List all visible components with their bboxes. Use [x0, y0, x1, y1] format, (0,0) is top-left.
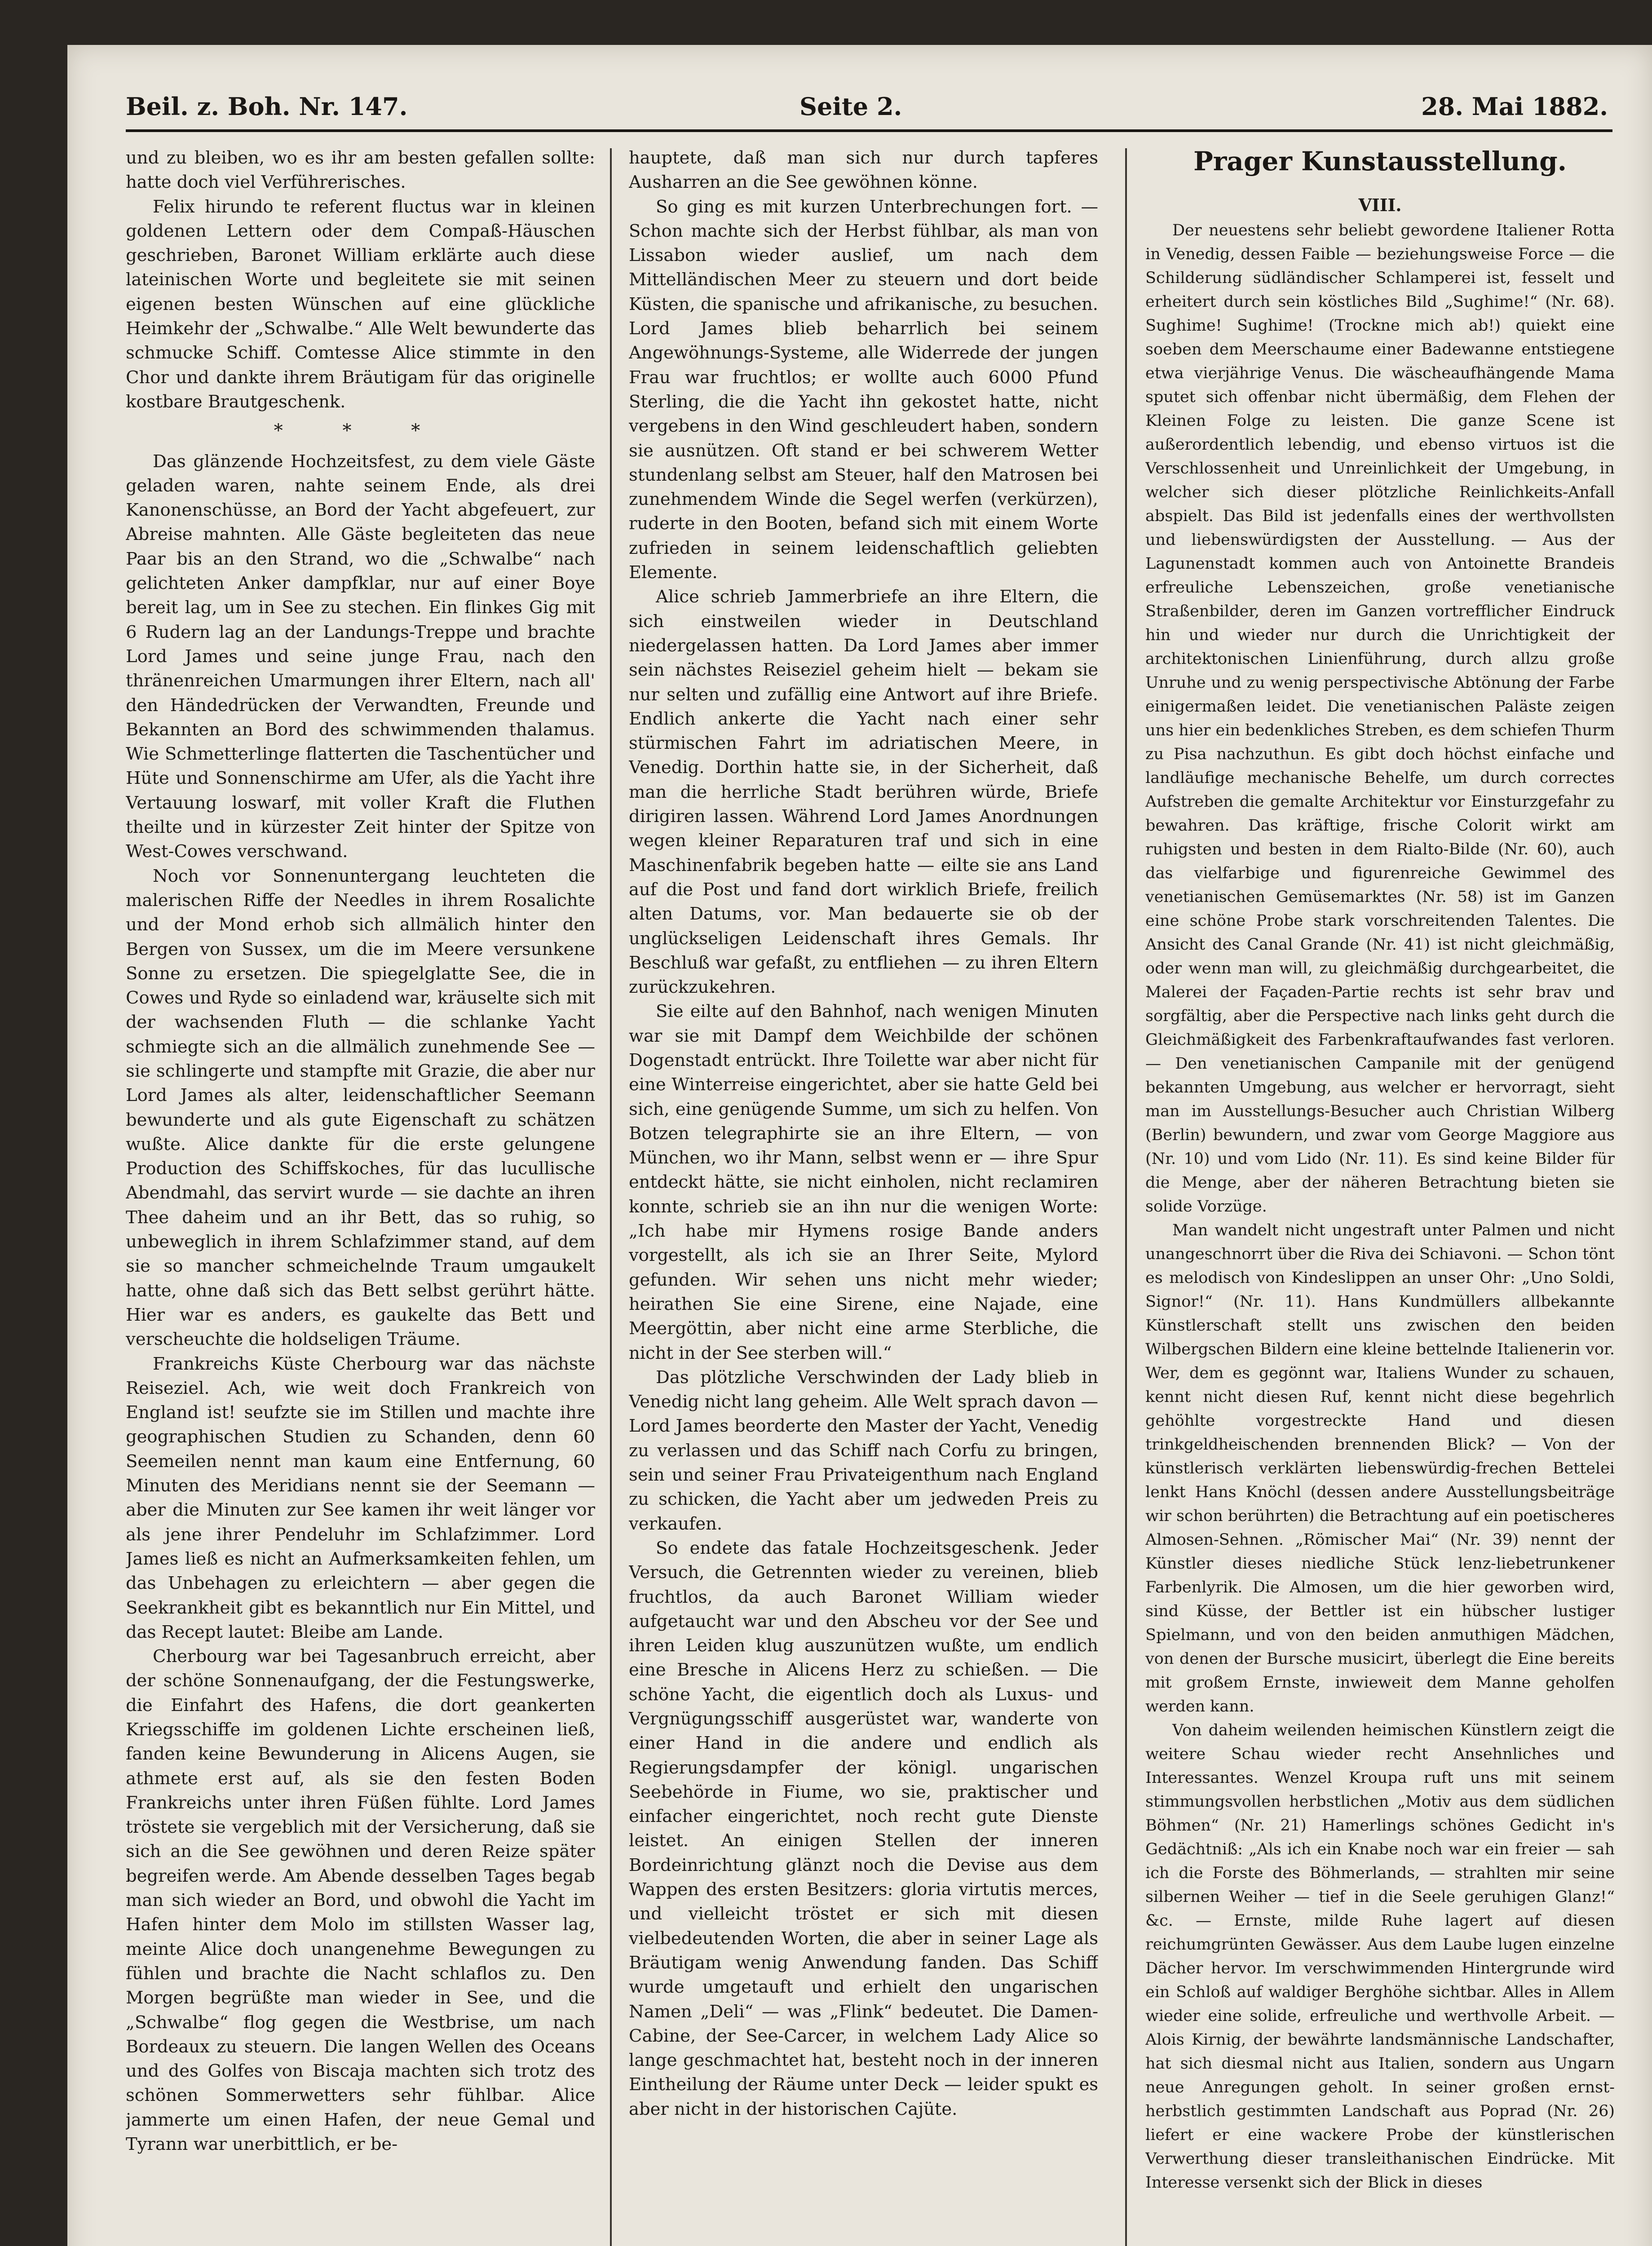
newspaper-page: [67, 45, 1652, 2246]
column-3: [1145, 193, 1615, 2246]
paragraph: Man wandelt nicht ungestraft unter Palmen und nicht unangeschnorrt über die Riva dei Schiavoni. — Schon tönt es melodisch von Kindeslippen an unser Ohr: „Uno Soldi, Signor!“ (Nr. 11). Hans Kundmüllers allbekannte Künstlerschaft stellt uns zwischen den beiden Wilbergschen Bildern eine kleine bettelnde Italienerin vor. Wer, dem es gegönnt war, Italiens Wunder zu schauen, kennt nicht diesen Ruf, kennt nicht diese begehrlich gehöhlte vorgestreckte Hand und diesen trinkgeldheischenden brennenden Blick? — Von der künstlerisch verklärten liebenswürdig-frechen Bettelei lenkt Hans Knöchl (dessen andere Ausstellungsbeiträge wir schon berührten) die Betrachtung auf ein poetischeres Almosen-Sehnen. „Römischer Mai“ (Nr. 39) nennt der Künstler dieses niedliche Stück lenz-liebetrunkener Farbenlyrik. Die Almosen, um die hier geworben wird, sind Küsse, der Bettler ist ein hübscher lustiger Spielmann, und von den beiden anmuthigen Mädchen, von denen der Bursche musicirt, überlegt die Eine bereits mit großem Ernste, inwieweit dem Manne geholfen werden kann.: [1145, 1221, 1615, 1715]
header-rule: [126, 129, 1612, 132]
page-header: [126, 92, 1608, 141]
paragraph: Der neuestens sehr beliebt gewordene Italiener Rotta in Venedig, dessen Faible — beziehungsweise Force — die Schilderung südländischer Schlamperei ist, fesselt und erheitert durch sein köstliches Bild „Sughime!“ (Nr. 68). Sughime! Sughime! (Trockne mich ab!) quiekt eine soeben dem Meerschaume einer Badewanne entstiegene etwa vierjährige Venus. Die wäscheaufhängende Mama sputet sich offenbar nicht übermäßig, dem Flehen der Kleinen Folge zu leisten. Die ganze Scene ist außerordentlich lebendig, und ebenso virtuos ist die Verschlossenheit und Unreinlichkeit der Umgebung, in welcher sich dieser plötzliche Reinlichkeits-Anfall abspielt. Das Bild ist jedenfalls eines der werthvollsten und liebenswürdigsten der Ausstellung. — Aus der Lagunenstadt kommen auch von Antoinette Brandeis erfreuliche Lebenszeichen, große venetianische Straßenbilder, deren im Ganzen vortrefflicher Eindruck hin und wieder nur durch die Unrichtigkeit der architektonischen Linienführung, durch allzu große Unruhe und zu wenig perspectivische Abtönung der Farbe einigermaßen leidet. Die venetianischen Paläste zeigen uns hier ein bedenkliches Streben, es dem schiefen Thurm zu Pisa nachzuthun. Es gibt doch höchst einfache und landläufige mechanische Behelfe, um durch correctes Aufstreben die gemalte Architektur vor Einsturzgefahr zu bewahren. Das kräftige, frische Colorit wirkt am ruhigsten und besten in dem Rialto-Bilde (Nr. 60), auch das vielfarbige und figurenreiche Gewimmel des venetianischen Gemüsemarktes (Nr. 58) ist im Ganzen eine schöne Probe stark vorschreitenden Talentes. Die Ansicht des Canal Grande (Nr. 41) ist nicht gleichmäßig, oder wenn man will, zu gleichmäßig durchgearbeitet, die Malerei der Façaden-Partie rechts ist sehr brav und sorgfältig, aber die Perspective nach links geht durch die Gleichmäßigkeit des Farbenkraftaufwandes fast verloren. — Den venetianischen Campanile mit der genügend bekannten Umgebung, aus welcher er hervorragt, sieht man im Ausstellungs-Besucher auch Christian Wilberg (Berlin) bewundern, und zwar vom George Maggiore aus (Nr. 10) und vom Lido (Nr. 11). Es sind keine Bilder für die Menge, aber der näheren Betrachtung bieten sie solide Vorzüge.: [1145, 221, 1615, 1216]
paragraph: So ging es mit kurzen Unterbrechungen fort. — Schon machte sich der Herbst fühlbar, als man von Lissabon wieder auslief, um nach dem Mittelländischen Meer zu steuern und dort beide Küsten, die spanische und afrikanische, zu besuchen. Lord James blieb beharrlich bei seinem Angewöhnungs-Systeme, alle Widerrede der jungen Frau war fruchtlos; er wollte auch 6000 Pfund Sterling, die die Yacht ihn gekostet hatte, nicht vergebens in den Wind geschleudert haben, sondern sie ausnützen. Oft stand er bei schwerem Wetter stundenlang selbst am Steuer, half den Matrosen bei zunehmendem Winde die Segel werfen (verkürzen), ruderte in den Booten, befand sich mit einem Worte zufrieden in seinem leidenschaftlich geliebten Elemente.: [629, 196, 1098, 583]
article-part-number: VIII.: [1358, 195, 1402, 215]
issue-label: Beil. z. Boh. Nr. 147.: [126, 92, 408, 121]
paragraph: So endete das fatale Hochzeitsgeschenk. Jeder Versuch, die Getrennten wieder zu vereinen, blieb fruchtlos, da auch Baronet William wieder aufgetaucht war und den Abscheu vor der See und ihren Leiden klug auszunützen wußte, um endlich eine Bresche in Alicens Herz zu schießen. — Die schöne Yacht, die eigentlich doch als Luxus- und Vergnügungsschiff ausgerüstet war, wanderte von einer Hand in die andere und endlich als Regierungsdampfer der königl. ungarischen Seebehörde in Fiume, wo sie, praktischer und einfacher eingerichtet, noch recht gute Dienste leistet. An einigen Stellen der inneren Bordeinrichtung glänzt noch die Devise aus dem Wappen des ersten Besitzers: gloria virtutis merces, und vielleicht tröstet er sich mit diesen vielbedeutenden Worten, die aber in seiner Lage als Bräutigam wenig Anwendung fanden. Das Schiff wurde umgetauft und erhielt den ungarischen Namen „Deli“ — was „Flink“ bedeutet. Die Damen-Cabine, der See-Carcer, in welchem Lady Alice so lange geschmachtet hat, besteht noch in der inneren Eintheilung der Räume unter Deck — leider spukt es aber nicht in der historischen Cajüte.: [629, 1538, 1098, 2119]
section-stars: * * *: [274, 420, 447, 442]
column-2: [629, 146, 1098, 2246]
paragraph: Alice schrieb Jammerbriefe an ihre Eltern, die sich einstweilen wieder in Deutschland niedergelassen hatten. Da Lord James aber immer sein nächstes Reiseziel geheim hielt — bekam sie nur selten und zufällig eine Antwort auf ihre Briefe. Endlich ankerte die Yacht nach einer sehr stürmischen Fahrt im adriatischen Meere, in Venedig. Dorthin hatte sie, in der Sicherheit, daß man die herrliche Stadt berühren würde, Briefe dirigiren lassen. Während Lord James Anordnungen wegen kleiner Reparaturen traf und sich in eine Maschinenfabrik begeben hatte — eilte sie ans Land auf die Post und fand dort wirklich Briefe, freilich alten Datums, vor. Man bedauerte sie ob der unglückseligen Leidenschaft ihres Gemals. Ihr Beschluß war gefaßt, zu entfliehen — zu ihren Eltern zurückzukehren.: [629, 587, 1098, 998]
paragraph: Cherbourg war bei Tagesanbruch erreicht, aber der schöne Sonnenaufgang, der die Festungswerke, die Einfahrt des Hafens, die dort geankerten Kriegsschiffe im goldenen Lichte erscheinen ließ, fanden keine Bewunderung in Alicens Augen, sie athmete erst auf, als sie den festen Boden Frankreichs unter ihren Füßen fühlte. Lord James tröstete sie vergeblich mit der Versicherung, daß sie sich an die See gewöhnen und deren Reize später begreifen werde. Am Abende desselben Tages begab man sich wieder an Bord, und obwohl die Yacht im Hafen hinter dem Molo im stillsten Wasser lag, meinte Alice doch unangenehme Bewegungen zu fühlen und brachte die Nacht schlaflos zu. Den Morgen begrüßte man wieder in See, und die „Schwalbe“ flog gegen die Westbrise, um nach Bordeaux zu steuern. Die langen Wellen des Oceans und des Golfes von Biscaja machten sich trotz des schönen Sommerwetters sehr fühlbar. Alice jammerte um einen Hafen, der neue Gemal und Tyrann war unerbittlich, er be-: [126, 1646, 595, 2155]
column-divider: [1125, 148, 1127, 2246]
paragraph: hauptete, daß man sich nur durch tapferes Ausharren an die See gewöhnen könne.: [629, 148, 1098, 193]
paragraph: Frankreichs Küste Cherbourg war das nächste Reiseziel. Ach, wie weit doch Frankreich von England ist! seufzte sie im Stillen und machte ihre geographischen Studien zu Schanden, denn 60 Seemeilen nennt man kaum eine Entfernung, 60 Minuten des Meridians nennt sie der Seemann — aber die Minuten zur See kamen ihr weit länger vor als jene ihrer Pendeluhr im Schlafzimmer. Lord James ließ es nicht an Aufmerksamkeiten fehlen, um das Unbehagen zu erleichtern — aber gegen die Seekrankheit gibt es bekanntlich nur Ein Mittel, und das Recept lautet: Bleibe am Lande.: [126, 1353, 595, 1642]
article-title: Prager Kunstausstellung.: [1193, 146, 1567, 177]
column-1: [126, 146, 595, 2246]
issue-date: 28. Mai 1882.: [1421, 92, 1608, 121]
column-divider: [610, 148, 612, 2246]
paragraph: Das glänzende Hochzeitsfest, zu dem viele Gäste geladen waren, nahte seinem Ende, als drei Kanonenschüsse, an Bord der Yacht abgefeuert, zur Abreise mahnten. Alle Gäste begleiteten das neue Paar bis an den Strand, wo die „Schwalbe“ nach gelichteten Anker dampfklar, nur auf einer Boye bereit lag, um in See zu stechen. Ein flinkes Gig mit 6 Rudern lag an der Landungs-Treppe und brachte Lord James und seine junge Frau, nach den thränenreichen Umarmungen ihrer Eltern, nach all' den Händedrücken der Verwandten, Freunde und Bekannten an Bord des schwimmenden thalamus. Wie Schmetterlinge flatterten die Taschentücher und Hüte und Sonnenschirme am Ufer, als die Yacht ihre Vertauung loswarf, mit voller Kraft die Fluthen theilte und in kürzester Zeit hinter der Spitze von West-Cowes verschwand.: [126, 451, 595, 862]
paragraph: Noch vor Sonnenuntergang leuchteten die malerischen Riffe der Needles in ihrem Rosalichte und der Mond erhob sich allmälich hinter den Bergen von Sussex, um die im Meere versunkene Sonne zu ersetzen. Die spiegelglatte See, die in Cowes und Ryde so einladend war, kräuselte sich mit der wachsenden Fluth — die schlanke Yacht schmiegte sich an die allmälich zunehmende See — sie schlingerte und stampfte mit Grazie, die aber nur Lord James als alter, leidenschaftlicher Seemann bewunderte und als gute Eigenschaft zu schätzen wußte. Alice dankte für die erste gelungene Production des Schiffskoches, für das lucullische Abendmahl, das servirt wurde — sie dachte an ihren Thee daheim und an ihr Bett, das so ruhig, so unbeweglich in ihrem Schlafzimmer stand, auf dem sie so mancher schmeichelnde Traum umgaukelt hatte, ohne daß sich das Bett selbst gerührt hätte. Hier war es anders, es gaukelte das Bett und verscheuchte die holdseligen Träume.: [126, 866, 595, 1350]
paragraph: Das plötzliche Verschwinden der Lady blieb in Venedig nicht lang geheim. Alle Welt sprach davon — Lord James beorderte den Master der Yacht, Venedig zu verlassen und das Schiff nach Corfu zu bringen, sein und seiner Frau Privateigenthum nach England zu schicken, die Yacht aber um jedweden Preis zu verkaufen.: [629, 1367, 1098, 1534]
paragraph: und zu bleiben, wo es ihr am besten gefallen sollte: hatte doch viel Verführerisches.: [126, 148, 595, 193]
paragraph: Von daheim weilenden heimischen Künstlern zeigt die weitere Schau wieder recht Ansehnliches und Interessantes. Wenzel Kroupa ruft uns mit seinem stimmungsvollen herbstlichen „Motiv aus dem südlichen Böhmen“ (Nr. 21) Hamerlings schönes Gedicht in's Gedächtniß: „Als ich ein Knabe noch war ein freier — sah ich die Forste des Böhmerlands, — strahlten mir seine silbernen Weiher — tief in die Seele geruhigen Glanz!“ &c. — Ernste, milde Ruhe lagert auf diesen reichumgrünten Gewässer. Aus dem Laube lugen einzelne Dächer hervor. Im verschwimmenden Hintergrunde wird ein Schloß auf waldiger Berghöhe sichtbar. Alles in Allem wieder eine solide, erfreuliche und werthvolle Arbeit. — Alois Kirnig, der bewährte landsmännische Landschafter, hat sich diesmal nicht aus Italien, sondern aus Ungarn neue Anregungen geholt. In seiner großen ernst-herbstlich gestimmten Landschaft aus Poprad (Nr. 26) liefert er eine wackere Probe der künstlerischen Verwerthung dieser transleithanischen Eindrücke. Mit Interesse versenkt sich der Blick in dieses: [1145, 1721, 1615, 2192]
paragraph: Felix hirundo te referent fluctus war in kleinen goldenen Lettern oder dem Compaß-Häuschen geschrieben, Baronet William erklärte auch diese lateinischen Worte und begleitete sie mit seinen eigenen besten Wünschen auf eine glückliche Heimkehr der „Schwalbe.“ Alle Welt bewunderte das schmucke Schiff. Comtesse Alice stimmte in den Chor und dankte ihrem Bräutigam für das originelle kostbare Brautgeschenk.: [126, 196, 595, 412]
paragraph: Sie eilte auf den Bahnhof, nach wenigen Minuten war sie mit Dampf dem Weichbilde der schönen Dogenstadt entrückt. Ihre Toilette war aber nicht für eine Winterreise eingerichtet, aber sie hatte Geld bei sich, eine genügende Summe, um sich zu helfen. Von Botzen telegraphirte sie an ihre Eltern, — von München, wo ihr Mann, selbst wenn er — ihre Spur entdeckt hätte, sie nicht einholen, nicht reclamiren konnte, schrieb sie an ihn nur die wenigen Worte: „Ich habe mir Hymens rosige Bande anders vorgestellt, als ich sie an Ihrer Seite, Mylord gefunden. Wir sehen uns nicht mehr wieder; heirathen Sie eine Sirene, eine Najade, eine Meergöttin, aber nicht eine arme Sterbliche, die nicht in der See sterben will.“: [629, 1001, 1098, 1363]
page-number: Seite 2.: [799, 92, 902, 121]
